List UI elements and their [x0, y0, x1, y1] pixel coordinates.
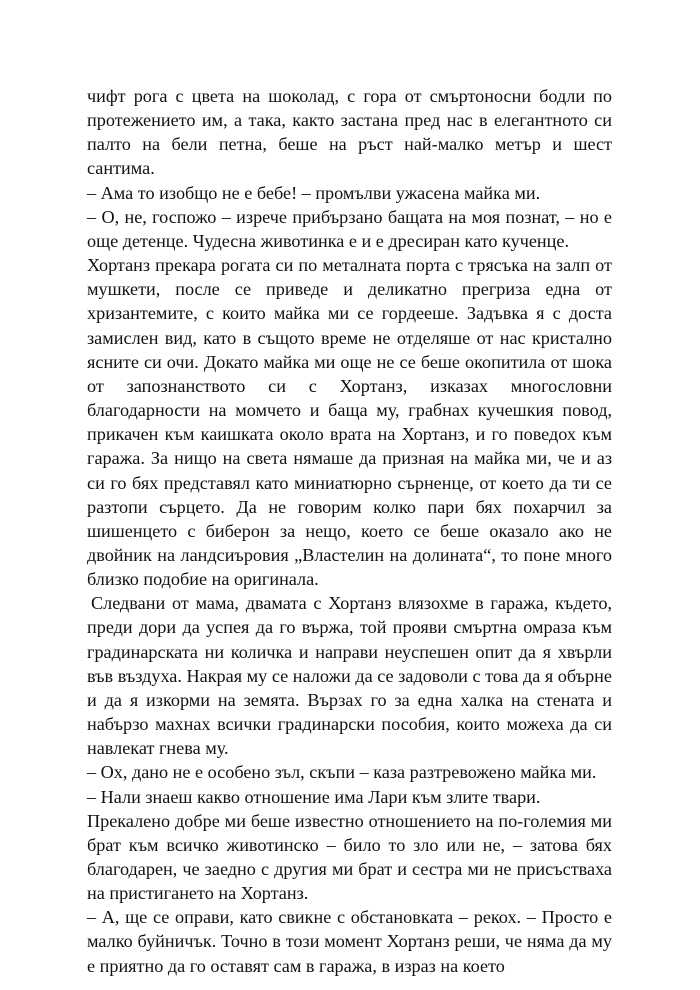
paragraph: Хортанз прекара рогата си по металната порта с трясъка на залп от мушкети, после се приведе и деликатно прегриза една от хризантемите, с които майка ми се гордееше. Задъвка я с доста замислен вид, като в същото време не отделяше от нас кристално ясните си очи. Докато майка ми още не се беше окопитила от шока от запознанството си с Хортанз, изказах многословни благодарности на момчето и баща му, грабнах кучешкия повод, прикачен към каишката около врата на Хортанз, и го поведох към гаража. За нищо на света нямаше да призная на майка ми, че и аз си го бях представял като миниатюрно сърненце, от което да ти се разтопи сърцето. Да не говорим колко пари бях похарчил за шишенцето с биберон за нещо, което се беше оказало ако не двойник на ландсиъровия „Властелин на долината“, то поне много близко подобие на оригинала.	[87, 255, 612, 590]
paragraph: чифт рога с цвета на шоколад, с гора от смъртоносни бодли по протежението им, а така, както застана пред нас в елегантното си палто на бели петна, беше на ръст най-малко метър и шест сантима.	[87, 86, 612, 179]
dialogue-line: – Ама то изобщо не е бебе! – промълви ужасена майка ми.	[87, 182, 541, 203]
paragraph: Следвани от мама, двамата с Хортанз влязохме в гаража, където, преди дори да успея да го вържа, той прояви смъртна омраза към градинарската ни количка и направи неуспешен опит да я хвърли във въздуха. Накрая му се наложи да се задоволи с това да я обърне и да я изкорми на земята. Вързах го за една халка на стената и набързо махнах всички градинарски пособия, които можеха да си навлекат гнева му.	[87, 593, 612, 759]
dialogue-line: – Нали знаеш какво отношение има Лари към злите твари.	[87, 786, 541, 807]
dialogue-line: – А, ще се оправи, като свикне с обстановката – рекох. – Просто е малко буйничък. Точно в този момент Хортанз реши, че няма да му е приятно да го оставят сам в гаража, в израз на което	[87, 907, 612, 976]
dialogue-line: – Ох, дано не е особено зъл, скъпи – каза разтревожено майка ми.	[87, 762, 597, 783]
page-body-text	[87, 84, 612, 978]
dialogue-line: – О, не, госпожо – изрече прибързано бащата на моя познат, – но е още детенце. Чудесна животинка е и е дресиран като кученце.	[87, 206, 612, 251]
paragraph: Прекалено добре ми беше известно отношението на по-големия ми брат към всичко животинско – било то зло или не, – затова бях благодарен, че заедно с другия ми брат и сестра ми не присъстваха на пристигането на Хортанз.	[87, 810, 612, 904]
